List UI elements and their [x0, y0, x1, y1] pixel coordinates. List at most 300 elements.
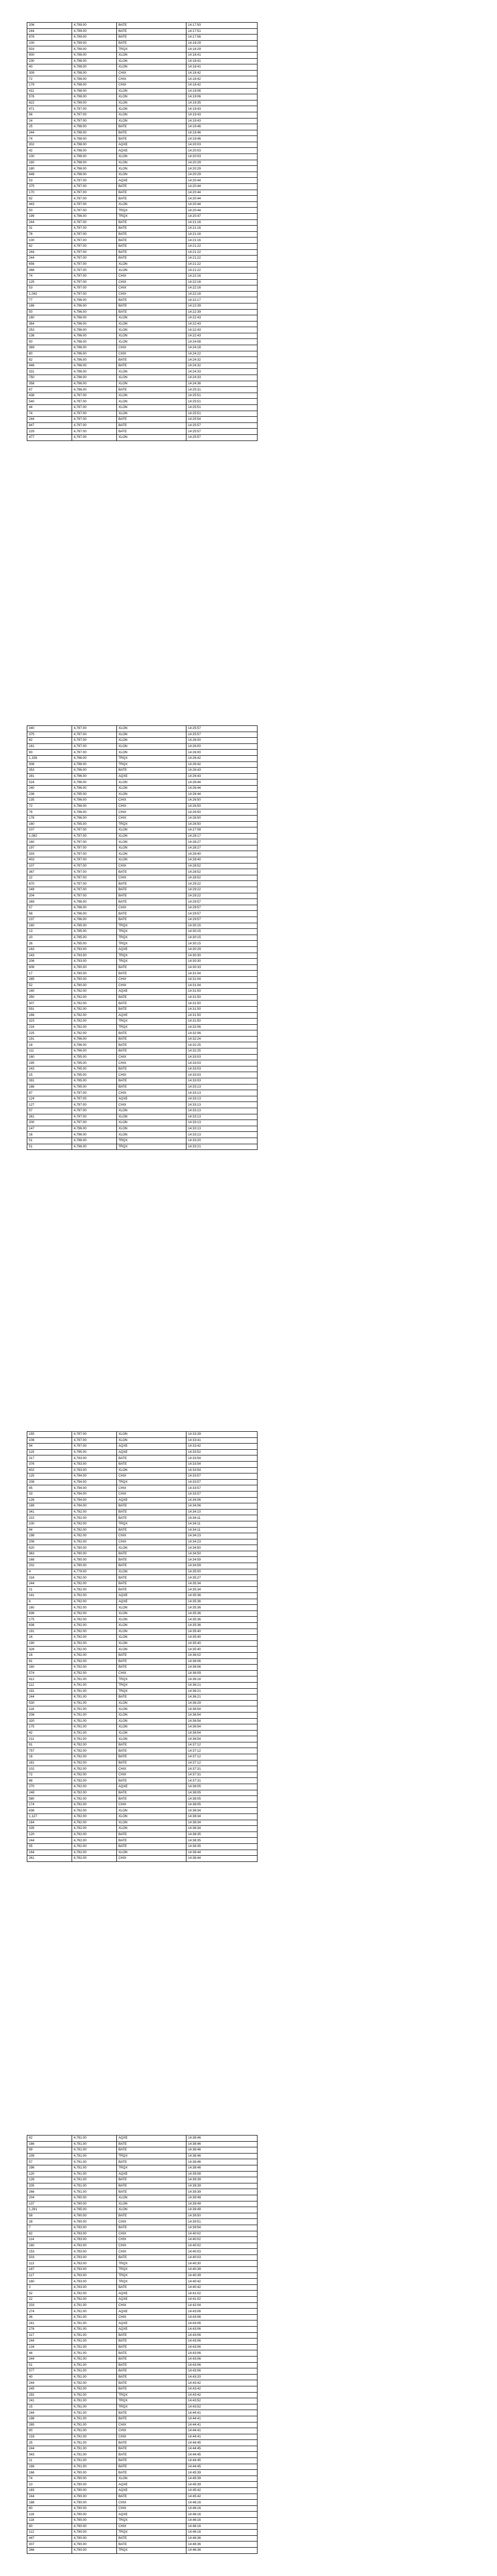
price-cell: 4,797.00 [72, 851, 117, 857]
time-cell: 14:38:05 [186, 1790, 258, 1796]
market-cell: BATE [117, 2410, 186, 2416]
table-row [27, 2225, 258, 2231]
market-cell: XLON [117, 154, 186, 160]
table-row [27, 2141, 258, 2147]
table-row [27, 94, 258, 100]
time-cell: 14:28:27 [186, 839, 258, 845]
quantity-cell: 175 [27, 1724, 72, 1731]
market-cell: BATE [117, 1563, 186, 1569]
time-cell: 14:20:03 [186, 154, 258, 160]
quantity-cell: 160 [27, 1665, 72, 1671]
market-cell: AQXE [117, 1012, 186, 1019]
table-row [27, 851, 258, 857]
quantity-cell: 307 [27, 1001, 72, 1007]
price-cell: 4,797.00 [72, 417, 117, 423]
time-cell: 14:18:42 [186, 70, 258, 76]
table-row [27, 2512, 258, 2518]
quantity-cell: 620 [27, 1545, 72, 1551]
table-row [27, 2404, 258, 2410]
price-cell: 4,790.00 [72, 2518, 117, 2524]
market-cell: TRQX [117, 2392, 186, 2398]
table-row [27, 2440, 258, 2446]
quantity-cell: 447 [27, 2535, 72, 2541]
market-cell: BATE [117, 2356, 186, 2362]
market-cell: BATE [117, 1048, 186, 1055]
quantity-cell: 1,156 [27, 755, 72, 761]
price-cell: 4,797.00 [72, 875, 117, 881]
time-cell: 14:33:57 [186, 1485, 258, 1492]
time-cell: 14:26:44 [186, 791, 258, 798]
time-cell: 14:34:50 [186, 1545, 258, 1551]
price-cell: 4,798.00 [72, 160, 117, 166]
market-cell: XLON [117, 399, 186, 405]
quantity-cell: 4 [27, 1569, 72, 1575]
table-row [27, 1754, 258, 1760]
quantity-cell: 317 [27, 1455, 72, 1462]
quantity-cell: 1,291 [27, 2207, 72, 2213]
market-cell: XLON [117, 1569, 186, 1575]
time-cell: 14:34:11 [186, 1527, 258, 1533]
price-cell: 4,796.00 [72, 315, 117, 321]
quantity-cell: 17 [27, 971, 72, 977]
time-cell: 14:24:33 [186, 369, 258, 375]
quantity-cell: 198 [27, 2416, 72, 2422]
market-cell: TRQX [117, 2273, 186, 2279]
market-cell: BATE [117, 2213, 186, 2219]
quantity-cell: 198 [27, 1533, 72, 1539]
price-cell: 4,797.00 [72, 112, 117, 118]
quantity-cell: 270 [27, 1784, 72, 1790]
table-row [27, 2386, 258, 2392]
time-cell: 14:29:57 [186, 917, 258, 923]
quantity-cell: 112 [27, 2530, 72, 2536]
time-cell: 14:19:43 [186, 112, 258, 118]
price-cell: 4,798.00 [72, 88, 117, 94]
quantity-cell: 340 [27, 726, 72, 732]
price-cell: 4,792.00 [72, 1521, 117, 1527]
time-cell: 14:21:16 [186, 219, 258, 226]
time-cell: 14:26:43 [186, 768, 258, 774]
price-cell: 4,791.00 [72, 2422, 117, 2428]
time-cell: 14:26:00 [186, 743, 258, 750]
quantity-cell: 99 [27, 2147, 72, 2154]
table-row [27, 1527, 258, 1533]
time-cell: 14:35:36 [186, 1617, 258, 1623]
quantity-cell: 160 [27, 821, 72, 827]
quantity-cell: 269 [27, 899, 72, 905]
price-cell: 4,792.00 [72, 1808, 117, 1814]
table-row [27, 881, 258, 887]
market-cell: TRQX [117, 935, 186, 941]
table-row [27, 2505, 258, 2512]
table-row [27, 2297, 258, 2303]
quantity-cell: 208 [27, 1712, 72, 1718]
market-cell: XLON [117, 434, 186, 440]
table-row [27, 1850, 258, 1856]
market-cell: BATE [117, 2159, 186, 2165]
time-cell: 14:36:54 [186, 1730, 258, 1736]
market-cell: AQXE [117, 773, 186, 779]
table-row [27, 773, 258, 779]
quantity-cell: 94 [27, 1527, 72, 1533]
market-cell: TRQX [117, 214, 186, 220]
market-cell: XLON [117, 1126, 186, 1132]
market-cell: BATE [117, 1790, 186, 1796]
time-cell: 14:31:50 [186, 1001, 258, 1007]
table-row [27, 2458, 258, 2464]
market-cell: XLON [117, 393, 186, 399]
market-cell: CHIX [117, 875, 186, 881]
table-row [27, 178, 258, 184]
quantity-cell: 117 [27, 2332, 72, 2338]
market-cell: BATE [117, 1665, 186, 1671]
price-cell: 4,797.00 [72, 839, 117, 845]
market-cell: BATE [117, 40, 186, 46]
market-cell: AQXE [117, 989, 186, 995]
quantity-cell: 367 [27, 869, 72, 875]
market-cell: BATE [117, 429, 186, 435]
quantity-cell: 25 [27, 2440, 72, 2446]
quantity-cell: 577 [27, 2368, 72, 2375]
table-row [27, 1790, 258, 1796]
quantity-cell: 331 [27, 369, 72, 375]
quantity-cell: 125 [27, 279, 72, 285]
market-cell: BATE [117, 2416, 186, 2422]
quantity-cell: 1,127 [27, 1814, 72, 1820]
price-cell: 4,793.00 [72, 2261, 117, 2267]
quantity-cell: 216 [27, 1024, 72, 1030]
quantity-cell: 40 [27, 64, 72, 71]
quantity-cell: 206 [27, 23, 72, 29]
market-cell: XLON [117, 1814, 186, 1820]
table-row [27, 923, 258, 929]
quantity-cell: 335 [27, 1826, 72, 1832]
quantity-cell: 363 [27, 1551, 72, 1557]
table-row [27, 399, 258, 405]
market-cell: CHIX [117, 70, 186, 76]
market-cell: BATE [117, 2284, 186, 2291]
time-cell: 14:33:57 [186, 1491, 258, 1497]
quantity-cell: 102 [27, 1766, 72, 1772]
time-cell: 14:28:52 [186, 875, 258, 881]
market-cell: TRQX [117, 755, 186, 761]
time-cell: 14:35:36 [186, 1605, 258, 1611]
time-cell: 14:44:45 [186, 2458, 258, 2464]
price-cell: 4,797.00 [72, 118, 117, 124]
price-cell: 4,790.00 [72, 2505, 117, 2512]
table-row [27, 750, 258, 756]
quantity-cell: 124 [27, 1096, 72, 1102]
price-cell: 4,798.00 [72, 154, 117, 160]
quantity-cell: 77 [27, 297, 72, 303]
market-cell: AQXE [117, 2136, 186, 2142]
table-row [27, 70, 258, 76]
time-cell: 14:25:51 [186, 399, 258, 405]
quantity-cell: 116 [27, 2512, 72, 2518]
table-row [27, 1569, 258, 1575]
price-cell: 4,796.00 [72, 321, 117, 327]
quantity-cell: 366 [27, 267, 72, 274]
table-row [27, 1748, 258, 1754]
table-row [27, 2476, 258, 2482]
market-cell: XLON [117, 261, 186, 267]
time-cell: 14:44:41 [186, 2416, 258, 2422]
table-row [27, 2189, 258, 2195]
time-cell: 14:24:32 [186, 357, 258, 363]
price-cell: 4,796.00 [72, 375, 117, 381]
price-cell: 4,799.00 [72, 35, 117, 41]
table-row [27, 226, 258, 232]
market-cell: CHIX [117, 2434, 186, 2440]
market-cell: CHIX [117, 1856, 186, 1862]
quantity-cell: 364 [27, 321, 72, 327]
time-cell: 14:40:02 [186, 2243, 258, 2249]
time-cell: 14:37:31 [186, 1766, 258, 1772]
time-cell: 14:31:50 [186, 989, 258, 995]
price-cell: 4,791.00 [72, 2368, 117, 2375]
time-cell: 14:24:18 [186, 345, 258, 351]
trade-table [27, 725, 258, 1150]
table-row [27, 297, 258, 303]
quantity-cell: 189 [27, 1503, 72, 1510]
table-row [27, 2273, 258, 2279]
quantity-cell: 266 [27, 2189, 72, 2195]
price-cell: 4,796.00 [72, 755, 117, 761]
table-row [27, 798, 258, 804]
time-cell: 14:33:52 [186, 1449, 258, 1455]
quantity-cell: 253 [27, 327, 72, 333]
table-row [27, 2136, 258, 2142]
table-row [27, 2422, 258, 2428]
market-cell: XLON [117, 1437, 186, 1444]
market-cell: BATE [117, 2386, 186, 2392]
time-cell: 14:36:29 [186, 1700, 258, 1706]
price-cell: 4,790.00 [72, 2488, 117, 2494]
time-cell: 14:39:54 [186, 2225, 258, 2231]
market-cell: TRQX [117, 929, 186, 935]
quantity-cell: 44 [27, 2350, 72, 2357]
market-cell: CHIX [117, 273, 186, 279]
price-cell: 4,792.00 [72, 1611, 117, 1617]
quantity-cell: 230 [27, 58, 72, 64]
quantity-cell: 333 [27, 851, 72, 857]
quantity-cell: 195 [27, 1060, 72, 1066]
price-cell: 4,791.00 [72, 1694, 117, 1701]
price-cell: 4,792.00 [72, 1748, 117, 1754]
quantity-cell: 302 [27, 142, 72, 148]
price-cell: 4,790.00 [72, 2482, 117, 2488]
price-cell: 4,797.00 [72, 857, 117, 863]
price-cell: 4,791.00 [72, 1730, 117, 1736]
quantity-cell: 244 [27, 2446, 72, 2452]
time-cell: 14:20:29 [186, 160, 258, 166]
time-cell: 14:18:42 [186, 82, 258, 88]
quantity-cell: 648 [27, 172, 72, 178]
market-cell: TRQX [117, 2279, 186, 2285]
time-cell: 14:36:54 [186, 1724, 258, 1731]
time-cell: 14:17:51 [186, 28, 258, 35]
price-cell: 4,793.00 [72, 959, 117, 965]
price-cell: 4,799.00 [72, 23, 117, 29]
quantity-cell: 503 [27, 2255, 72, 2261]
market-cell: BATE [117, 1843, 186, 1850]
table-row [27, 148, 258, 154]
price-cell: 4,791.00 [72, 2464, 117, 2470]
table-row [27, 1652, 258, 1658]
time-cell: 14:19:46 [186, 130, 258, 136]
time-cell: 14:35:27 [186, 1575, 258, 1581]
time-cell: 14:20:44 [186, 196, 258, 202]
time-cell: 14:46:16 [186, 2505, 258, 2512]
quantity-cell: 125 [27, 1473, 72, 1480]
time-cell: 14:37:12 [186, 1754, 258, 1760]
quantity-cell: 211 [27, 1736, 72, 1742]
market-cell: XLON [117, 1611, 186, 1617]
price-cell: 4,791.00 [72, 2332, 117, 2338]
table-row [27, 273, 258, 279]
time-cell: 14:33:21 [186, 1144, 258, 1150]
quantity-cell: 261 [27, 1856, 72, 1862]
quantity-cell: 244 [27, 417, 72, 423]
market-cell: XLON [117, 405, 186, 411]
market-cell: XLON [117, 1114, 186, 1120]
table-row [27, 1605, 258, 1611]
time-cell: 14:43:06 [186, 2362, 258, 2368]
price-cell: 4,797.00 [72, 279, 117, 285]
time-cell: 14:35:40 [186, 1635, 258, 1641]
quantity-cell: 244 [27, 1581, 72, 1587]
quantity-cell: 281 [27, 773, 72, 779]
price-cell: 4,790.00 [72, 1563, 117, 1569]
market-cell: BATE [117, 387, 186, 393]
market-cell: TRQX [117, 1138, 186, 1144]
time-cell: 14:33:13 [186, 1114, 258, 1120]
table-row [27, 40, 258, 46]
market-cell: CHIX [117, 2243, 186, 2249]
time-cell: 14:22:43 [186, 315, 258, 321]
table-row [27, 1467, 258, 1473]
price-cell: 4,791.00 [72, 2309, 117, 2315]
market-cell: AQXE [117, 2488, 186, 2494]
time-cell: 14:38:44 [186, 1850, 258, 1856]
price-cell: 4,796.00 [72, 381, 117, 387]
table-row [27, 124, 258, 130]
table-row [27, 1078, 258, 1084]
time-cell: 14:36:54 [186, 1712, 258, 1718]
market-cell: XLON [117, 64, 186, 71]
market-cell: XLON [117, 315, 186, 321]
quantity-cell: 438 [27, 393, 72, 399]
market-cell: BATE [117, 219, 186, 226]
time-cell: 14:39:49 [186, 2201, 258, 2207]
market-cell: TRQX [117, 208, 186, 214]
table-row [27, 201, 258, 208]
market-cell: CHIX [117, 1473, 186, 1480]
price-cell: 4,790.00 [72, 1557, 117, 1563]
price-cell: 4,792.00 [72, 1635, 117, 1641]
time-cell: 14:20:29 [186, 166, 258, 172]
table-row [27, 1700, 258, 1706]
price-cell: 4,797.00 [72, 881, 117, 887]
market-cell: BATE [117, 1036, 186, 1042]
table-row [27, 1838, 258, 1844]
time-cell: 14:19:43 [186, 106, 258, 112]
market-cell: XLON [117, 88, 186, 94]
price-cell: 4,798.00 [72, 136, 117, 142]
market-cell: TRQX [117, 2404, 186, 2410]
market-cell: CHIX [117, 982, 186, 989]
price-cell: 4,797.00 [72, 393, 117, 399]
time-cell: 14:43:06 [186, 2368, 258, 2375]
market-cell: BATE [117, 869, 186, 875]
quantity-cell: 161 [27, 743, 72, 750]
market-cell: XLON [117, 94, 186, 100]
market-cell: BATE [117, 1575, 186, 1581]
quantity-cell: 80 [27, 351, 72, 357]
time-cell: 14:37:12 [186, 1760, 258, 1766]
table-row [27, 1694, 258, 1701]
price-cell: 4,791.00 [72, 2416, 117, 2422]
price-cell: 4,793.00 [72, 2255, 117, 2261]
table-row [27, 1730, 258, 1736]
table-row [27, 989, 258, 995]
quantity-cell: 82 [27, 738, 72, 744]
time-cell: 14:28:52 [186, 869, 258, 875]
market-cell: AQXE [117, 142, 186, 148]
quantity-cell: 57 [27, 1108, 72, 1114]
time-cell: 14:30:30 [186, 959, 258, 965]
market-cell: TRQX [117, 2261, 186, 2267]
market-cell: XLON [117, 1712, 186, 1718]
price-cell: 4,794.00 [72, 1473, 117, 1480]
time-cell: 14:38:35 [186, 1838, 258, 1844]
time-cell: 14:40:03 [186, 2249, 258, 2255]
market-cell: XLON [117, 1467, 186, 1473]
time-cell: 14:40:30 [186, 2261, 258, 2267]
quantity-cell: 42 [27, 1730, 72, 1736]
quantity-cell: 126 [27, 1497, 72, 1503]
price-cell: 4,791.00 [72, 2327, 117, 2333]
table-row [27, 953, 258, 959]
price-cell: 4,791.00 [72, 2153, 117, 2159]
table-row [27, 279, 258, 285]
price-cell: 4,792.00 [72, 2380, 117, 2386]
quantity-cell: 36 [27, 2314, 72, 2320]
quantity-cell: 244 [27, 2410, 72, 2416]
price-cell: 4,791.00 [72, 2183, 117, 2189]
time-cell: 14:44:41 [186, 2434, 258, 2440]
quantity-cell: 67 [27, 387, 72, 393]
time-cell: 14:24:32 [186, 363, 258, 369]
price-cell: 4,792.00 [72, 1640, 117, 1647]
market-cell: XLON [117, 112, 186, 118]
market-cell: XLON [117, 2476, 186, 2482]
quantity-cell: 244 [27, 130, 72, 136]
quantity-cell: 375 [27, 184, 72, 190]
price-cell: 4,791.00 [72, 2177, 117, 2183]
quantity-cell: 160 [27, 160, 72, 166]
table-row [27, 803, 258, 809]
table-row [27, 791, 258, 798]
quantity-cell: 100 [27, 40, 72, 46]
table-row [27, 238, 258, 244]
table-row [27, 1706, 258, 1713]
price-cell: 4,798.00 [72, 124, 117, 130]
market-cell: XLON [117, 1706, 186, 1713]
time-cell: 14:20:44 [186, 184, 258, 190]
time-cell: 14:36:18 [186, 1676, 258, 1683]
quantity-cell: 757 [27, 1748, 72, 1754]
